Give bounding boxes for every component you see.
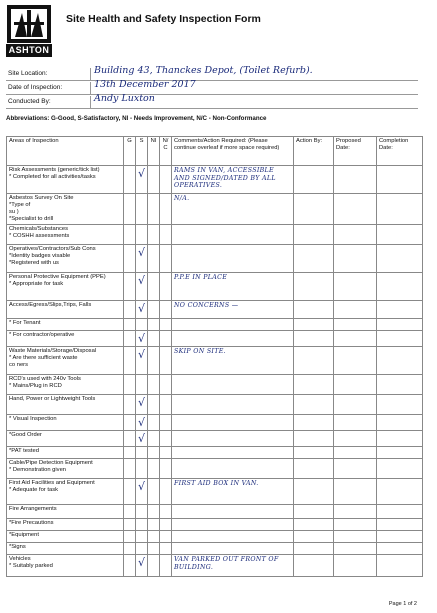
table-row <box>7 347 423 375</box>
comment-cell[interactable] <box>172 330 294 346</box>
action-by-cell[interactable] <box>294 330 334 346</box>
completion-date-cell[interactable] <box>377 555 423 577</box>
table-row <box>7 330 423 346</box>
area-cell: *PAT tested <box>7 447 124 459</box>
table-row <box>7 318 423 330</box>
rating-nc-cell[interactable] <box>160 447 172 459</box>
rating-s-cell[interactable] <box>136 505 148 519</box>
area-cell: RCD's used with 240v Tools * Mains/Plug in RCD <box>7 375 124 395</box>
completion-date-cell[interactable] <box>377 375 423 395</box>
rating-g-cell[interactable] <box>124 505 136 519</box>
table-row <box>7 431 423 447</box>
header-ni: NI <box>148 137 160 166</box>
rating-s-cell[interactable]: √ <box>136 330 148 346</box>
comment-cell[interactable] <box>172 415 294 431</box>
action-by-cell[interactable] <box>294 505 334 519</box>
comment-cell[interactable]: P.P.E IN PLACE <box>172 272 294 300</box>
proposed-date-cell[interactable] <box>334 166 377 194</box>
action-by-cell[interactable] <box>294 479 334 505</box>
proposed-date-cell[interactable] <box>334 519 377 531</box>
rating-nc-cell[interactable] <box>160 431 172 447</box>
table-header-row <box>7 137 423 166</box>
action-by-cell[interactable] <box>294 272 334 300</box>
rating-g-cell[interactable] <box>124 244 136 272</box>
rating-s-cell[interactable] <box>136 318 148 330</box>
rating-ni-cell[interactable] <box>148 166 160 194</box>
rating-s-cell[interactable]: √ <box>136 347 148 375</box>
comment-cell[interactable] <box>172 224 294 244</box>
comment-cell[interactable] <box>172 459 294 479</box>
completion-date-cell[interactable] <box>377 519 423 531</box>
action-by-cell[interactable] <box>294 166 334 194</box>
logo-text: ASHTON <box>8 45 50 55</box>
rating-nc-cell[interactable] <box>160 555 172 577</box>
comment-cell[interactable] <box>172 395 294 415</box>
rating-s-cell[interactable]: √ <box>136 431 148 447</box>
completion-date-cell[interactable] <box>377 447 423 459</box>
rating-g-cell[interactable] <box>124 459 136 479</box>
header-comments: Comments/Action Required: (Please continue overleaf if more space required) <box>172 137 294 166</box>
action-by-cell[interactable] <box>294 519 334 531</box>
rating-nc-cell[interactable] <box>160 300 172 318</box>
comment-cell[interactable] <box>172 505 294 519</box>
rating-nc-cell[interactable] <box>160 519 172 531</box>
completion-date-cell[interactable] <box>377 543 423 555</box>
rating-ni-cell[interactable] <box>148 505 160 519</box>
action-by-cell[interactable] <box>294 300 334 318</box>
conducted-by-label: Conducted By: <box>8 98 51 105</box>
site-location-value[interactable]: Building 43, Thanckes Depot, (Toilet Refurb). <box>94 65 313 76</box>
header-nc: N/ C <box>160 137 172 166</box>
header-proposed-date: Proposed Date: <box>334 137 377 166</box>
action-by-cell[interactable] <box>294 375 334 395</box>
rating-ni-cell[interactable] <box>148 272 160 300</box>
rating-g-cell[interactable] <box>124 531 136 543</box>
area-cell: Risk Assessments (generic/tick list) * Completed for all activities/tasks <box>7 166 124 194</box>
table-row <box>7 300 423 318</box>
header-area: Areas of Inspection <box>7 137 124 166</box>
rating-g-cell[interactable] <box>124 479 136 505</box>
rating-ni-cell[interactable] <box>148 447 160 459</box>
area-cell: *Equipment <box>7 531 124 543</box>
area-cell: Vehicles * Suitably parked <box>7 555 124 577</box>
proposed-date-cell[interactable] <box>334 531 377 543</box>
proposed-date-cell[interactable] <box>334 318 377 330</box>
rating-ni-cell[interactable] <box>148 224 160 244</box>
proposed-date-cell[interactable] <box>334 431 377 447</box>
rating-nc-cell[interactable] <box>160 166 172 194</box>
rating-s-cell[interactable] <box>136 531 148 543</box>
conducted-by-value[interactable]: Andy Luxton <box>94 93 155 104</box>
rating-s-cell[interactable] <box>136 375 148 395</box>
rating-g-cell[interactable] <box>124 447 136 459</box>
table-row <box>7 505 423 519</box>
action-by-cell[interactable] <box>294 318 334 330</box>
area-cell: Hand, Power or Lightweight Tools <box>7 395 124 415</box>
completion-date-cell[interactable] <box>377 166 423 194</box>
rating-nc-cell[interactable] <box>160 224 172 244</box>
action-by-cell[interactable] <box>294 395 334 415</box>
table-row <box>7 194 423 225</box>
proposed-date-cell[interactable] <box>334 300 377 318</box>
comment-cell[interactable]: VAN PARKED OUT FRONT OF BUILDING. <box>172 555 294 577</box>
table-row <box>7 395 423 415</box>
site-location-label: Site Location: <box>8 70 48 77</box>
table-row <box>7 272 423 300</box>
rating-ni-cell[interactable] <box>148 330 160 346</box>
rating-s-cell[interactable]: √ <box>136 395 148 415</box>
area-cell: First Aid Facilities and Equipment * Adequate for task <box>7 479 124 505</box>
rating-s-cell[interactable]: √ <box>136 555 148 577</box>
rating-nc-cell[interactable] <box>160 194 172 225</box>
rating-ni-cell[interactable] <box>148 375 160 395</box>
comment-cell[interactable]: FIRST AID BOX IN VAN. <box>172 479 294 505</box>
completion-date-cell[interactable] <box>377 224 423 244</box>
rating-s-cell[interactable] <box>136 224 148 244</box>
area-cell: Personal Protective Equipment (PPE) * Appropriate for task <box>7 272 124 300</box>
rating-g-cell[interactable] <box>124 330 136 346</box>
table-row <box>7 459 423 479</box>
rating-g-cell[interactable] <box>124 224 136 244</box>
rating-nc-cell[interactable] <box>160 459 172 479</box>
header-g: G <box>124 137 136 166</box>
proposed-date-cell[interactable] <box>334 543 377 555</box>
rating-nc-cell[interactable] <box>160 543 172 555</box>
comment-cell[interactable] <box>172 531 294 543</box>
rating-s-cell[interactable] <box>136 543 148 555</box>
action-by-cell[interactable] <box>294 194 334 225</box>
rating-nc-cell[interactable] <box>160 244 172 272</box>
inspection-date-label: Date of Inspection: <box>8 84 63 91</box>
rating-ni-cell[interactable] <box>148 531 160 543</box>
comment-cell[interactable] <box>172 519 294 531</box>
action-by-cell[interactable] <box>294 459 334 479</box>
rating-nc-cell[interactable] <box>160 347 172 375</box>
rating-ni-cell[interactable] <box>148 395 160 415</box>
table-row <box>7 555 423 577</box>
table-row <box>7 531 423 543</box>
header-action-by: Action By: <box>294 137 334 166</box>
proposed-date-cell[interactable] <box>334 330 377 346</box>
rating-g-cell[interactable] <box>124 194 136 225</box>
rating-nc-cell[interactable] <box>160 415 172 431</box>
proposed-date-cell[interactable] <box>334 505 377 519</box>
abbreviations-legend: Abbreviations: G-Good, S-Satisfactory, NI - Needs Improvement, N/C - Non-Conformance <box>6 115 267 122</box>
form-title: Site Health and Safety Inspection Form <box>66 13 261 25</box>
rating-ni-cell[interactable] <box>148 479 160 505</box>
rating-s-cell[interactable] <box>136 194 148 225</box>
action-by-cell[interactable] <box>294 447 334 459</box>
area-cell: Operatives/Contractors/Sub Cons *Identity badges visable *Registered with us <box>7 244 124 272</box>
area-cell: Waste Materials/Storage/Disposal * Are there sufficient waste co ners <box>7 347 124 375</box>
rating-ni-cell[interactable] <box>148 459 160 479</box>
inspection-table <box>6 136 423 577</box>
rating-s-cell[interactable]: √ <box>136 479 148 505</box>
completion-date-cell[interactable] <box>377 194 423 225</box>
table-row <box>7 244 423 272</box>
table-row <box>7 166 423 194</box>
rating-g-cell[interactable] <box>124 300 136 318</box>
rating-s-cell[interactable] <box>136 459 148 479</box>
completion-date-cell[interactable] <box>377 415 423 431</box>
area-cell: *Good Order <box>7 431 124 447</box>
action-by-cell[interactable] <box>294 415 334 431</box>
comment-cell[interactable] <box>172 318 294 330</box>
rating-nc-cell[interactable] <box>160 330 172 346</box>
rating-nc-cell[interactable] <box>160 318 172 330</box>
rating-ni-cell[interactable] <box>148 543 160 555</box>
proposed-date-cell[interactable] <box>334 272 377 300</box>
proposed-date-cell[interactable] <box>334 347 377 375</box>
rating-g-cell[interactable] <box>124 519 136 531</box>
rating-ni-cell[interactable] <box>148 300 160 318</box>
rating-ni-cell[interactable] <box>148 318 160 330</box>
site-location-row <box>6 65 418 81</box>
comment-cell[interactable]: NO CONCERNS — <box>172 300 294 318</box>
proposed-date-cell[interactable] <box>334 459 377 479</box>
proposed-date-cell[interactable] <box>334 479 377 505</box>
header-s: S <box>136 137 148 166</box>
area-cell: * Visual Inspection <box>7 415 124 431</box>
rating-g-cell[interactable] <box>124 415 136 431</box>
completion-date-cell[interactable] <box>377 479 423 505</box>
rating-g-cell[interactable] <box>124 347 136 375</box>
rating-s-cell[interactable]: √ <box>136 415 148 431</box>
completion-date-cell[interactable] <box>377 318 423 330</box>
completion-date-cell[interactable] <box>377 459 423 479</box>
table-row <box>7 447 423 459</box>
conducted-by-row <box>6 93 418 109</box>
table-row <box>7 415 423 431</box>
rating-nc-cell[interactable] <box>160 272 172 300</box>
rating-g-cell[interactable] <box>124 431 136 447</box>
rating-s-cell[interactable]: √ <box>136 272 148 300</box>
inspection-date-value[interactable]: 13th December 2017 <box>94 79 196 90</box>
proposed-date-cell[interactable] <box>334 224 377 244</box>
completion-date-cell[interactable] <box>377 300 423 318</box>
rating-nc-cell[interactable] <box>160 531 172 543</box>
area-cell: Access/Egress/Slips,Trips, Falls <box>7 300 124 318</box>
rating-s-cell[interactable]: √ <box>136 244 148 272</box>
rating-ni-cell[interactable] <box>148 519 160 531</box>
completion-date-cell[interactable] <box>377 431 423 447</box>
table-row <box>7 224 423 244</box>
page-number: Page 1 of 2 <box>388 601 417 607</box>
completion-date-cell[interactable] <box>377 347 423 375</box>
table-row <box>7 519 423 531</box>
action-by-cell[interactable] <box>294 543 334 555</box>
area-cell: *Fire Precautions <box>7 519 124 531</box>
comment-cell[interactable] <box>172 543 294 555</box>
table-row <box>7 543 423 555</box>
proposed-date-cell[interactable] <box>334 395 377 415</box>
rating-nc-cell[interactable] <box>160 479 172 505</box>
rating-ni-cell[interactable] <box>148 244 160 272</box>
header-completion-date: Completion Date: <box>377 137 423 166</box>
comment-cell[interactable] <box>172 375 294 395</box>
rating-g-cell[interactable] <box>124 543 136 555</box>
action-by-cell[interactable] <box>294 431 334 447</box>
rating-ni-cell[interactable] <box>148 431 160 447</box>
area-cell: Chemicals/Substances * COSHH assessments <box>7 224 124 244</box>
action-by-cell[interactable] <box>294 224 334 244</box>
rating-s-cell[interactable]: √ <box>136 166 148 194</box>
proposed-date-cell[interactable] <box>334 194 377 225</box>
comment-cell[interactable]: SKIP ON SITE. <box>172 347 294 375</box>
rating-ni-cell[interactable] <box>148 194 160 225</box>
rating-ni-cell[interactable] <box>148 347 160 375</box>
table-row <box>7 375 423 395</box>
area-cell: Asbestos Survey On Site *Type of su ) *Specialist to drill <box>7 194 124 225</box>
rating-g-cell[interactable] <box>124 166 136 194</box>
proposed-date-cell[interactable] <box>334 447 377 459</box>
completion-date-cell[interactable] <box>377 395 423 415</box>
rating-g-cell[interactable] <box>124 395 136 415</box>
completion-date-cell[interactable] <box>377 505 423 519</box>
proposed-date-cell[interactable] <box>334 244 377 272</box>
comment-cell[interactable] <box>172 431 294 447</box>
area-cell: * For Tenant <box>7 318 124 330</box>
proposed-date-cell[interactable] <box>334 375 377 395</box>
area-cell: Cable/Pipe Detection Equipment * Demonstration given <box>7 459 124 479</box>
action-by-cell[interactable] <box>294 555 334 577</box>
area-cell: *Signs <box>7 543 124 555</box>
completion-date-cell[interactable] <box>377 531 423 543</box>
action-by-cell[interactable] <box>294 531 334 543</box>
comment-cell[interactable] <box>172 244 294 272</box>
ashton-logo <box>6 4 52 58</box>
rating-s-cell[interactable]: √ <box>136 300 148 318</box>
comment-cell[interactable]: RAMS IN VAN, ACCESSIBLE AND SIGNED/DATED BY ALL OPERATIVES. <box>172 166 294 194</box>
inspection-date-row <box>6 79 418 95</box>
comment-cell[interactable] <box>172 447 294 459</box>
comment-cell[interactable]: N/A. <box>172 194 294 225</box>
area-cell: Fire Arrangements <box>7 505 124 519</box>
proposed-date-cell[interactable] <box>334 555 377 577</box>
action-by-cell[interactable] <box>294 244 334 272</box>
rating-s-cell[interactable] <box>136 447 148 459</box>
rating-g-cell[interactable] <box>124 272 136 300</box>
rating-nc-cell[interactable] <box>160 375 172 395</box>
rating-s-cell[interactable] <box>136 519 148 531</box>
rating-g-cell[interactable] <box>124 375 136 395</box>
completion-date-cell[interactable] <box>377 272 423 300</box>
proposed-date-cell[interactable] <box>334 415 377 431</box>
rating-nc-cell[interactable] <box>160 395 172 415</box>
completion-date-cell[interactable] <box>377 330 423 346</box>
rating-ni-cell[interactable] <box>148 555 160 577</box>
rating-g-cell[interactable] <box>124 555 136 577</box>
rating-ni-cell[interactable] <box>148 415 160 431</box>
rating-nc-cell[interactable] <box>160 505 172 519</box>
rating-g-cell[interactable] <box>124 318 136 330</box>
action-by-cell[interactable] <box>294 347 334 375</box>
completion-date-cell[interactable] <box>377 244 423 272</box>
table-row <box>7 479 423 505</box>
area-cell: * For contractor/operative <box>7 330 124 346</box>
